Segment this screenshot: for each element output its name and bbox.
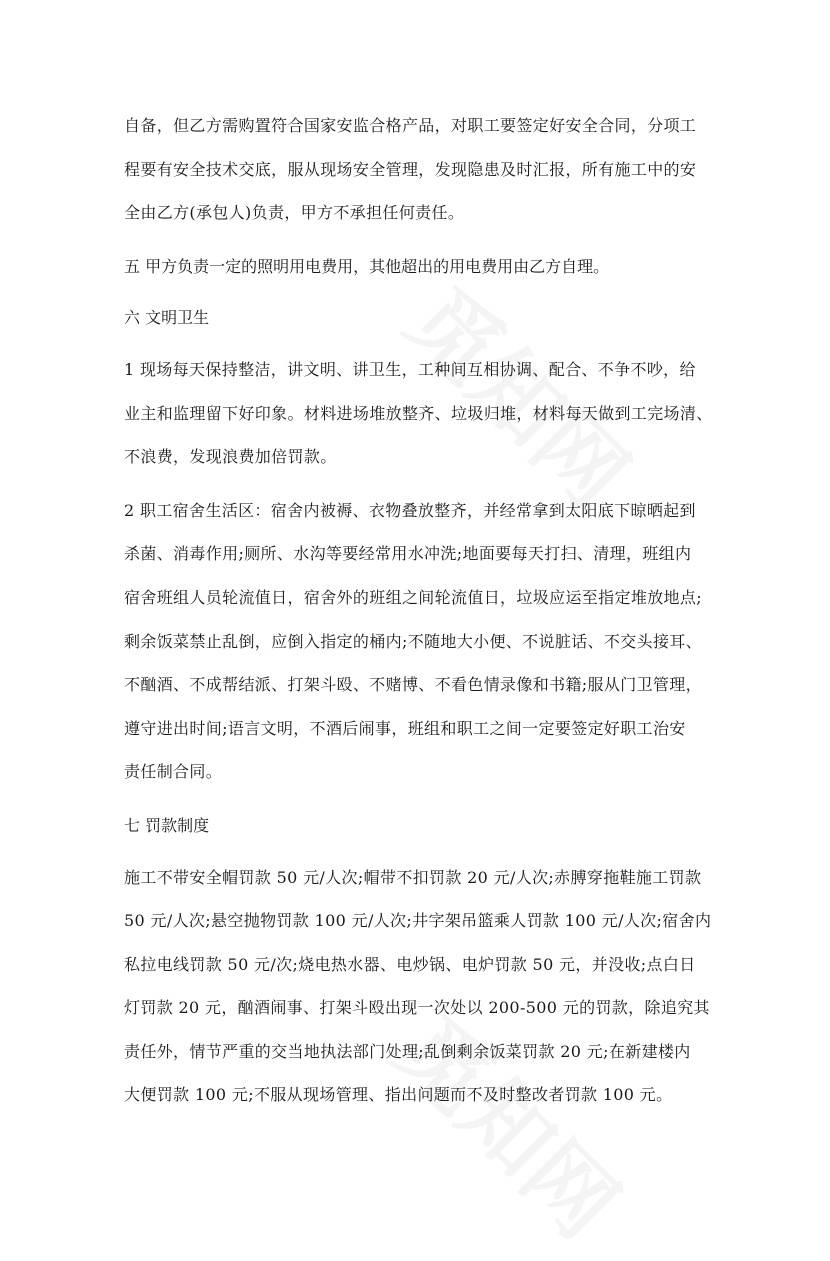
text-line: 灯罚款 20 元，酗酒闹事、打架斗殴出现一次处以 200-500 元的罚款，除追究其	[124, 998, 710, 1018]
text-line: 全由乙方(承包人)负责，甲方不承担任何责任。	[124, 203, 465, 223]
text-line: 宿舍班组人员轮流值日，宿舍外的班组之间轮流值日，垃圾应运至指定堆放地点;	[124, 587, 702, 607]
text-line: 遵守进出时间;语言文明，不酒后闹事，班组和职工之间一定要签定好职工治安	[124, 718, 686, 738]
text-line: 私拉电线罚款 50 元/次;烧电热水器、电炒锅、电炉罚款 50 元，并没收;点白日	[124, 954, 696, 974]
text-line: 责任外，情节严重的交当地执法部门处理;乱倒剩余饭菜罚款 20 元;在新建楼内	[124, 1041, 691, 1061]
text-line: 责任制合同。	[124, 762, 223, 782]
text-line: 业主和监理留下好印象。材料进场堆放整齐、垃圾归堆，材料每天做到工完场清、	[124, 403, 713, 423]
document-body	[124, 104, 713, 1127]
text-line: 大便罚款 100 元;不服从现场管理、指出问题而不及时整改者罚款 100 元。	[124, 1085, 673, 1105]
section-6-heading: 六 文明卫生	[124, 308, 210, 328]
paragraph-fines	[124, 856, 712, 1118]
text-line: 施工不带安全帽罚款 50 元/人次;帽带不扣罚款 20 元/人次;赤膊穿拖鞋施工罚款	[124, 867, 702, 887]
text-line: 杀菌、消毒作用;厕所、水沟等要经常用水冲洗;地面要每天打扫、清理，班组内	[124, 544, 692, 564]
item-6-1	[124, 348, 713, 479]
text-line: 50 元/人次;悬空抛物罚款 100 元/人次;井字架吊篮乘人罚款 100 元/人次;宿舍内	[124, 911, 712, 931]
text-line: 剩余饭菜禁止乱倒，应倒入指定的桶内;不随地大小便、不说脏话、不交头接耳、	[124, 631, 702, 651]
section-5-text: 五 甲方负责一定的照明用电费用，其他超出的用电费用由乙方自理。	[124, 256, 610, 276]
text-line: 不酗酒、不成帮结派、打架斗殴、不赌博、不看色情录像和书籍;服从门卫管理，	[124, 675, 702, 695]
text-line: 自备，但乙方需购置符合国家安监合格产品，对职工要签定好安全合同，分项工	[124, 116, 697, 135]
text-line: 2 职工宿舍生活区：宿舍内被褥、衣物叠放整齐，并经常拿到太阳底下晾晒起到	[124, 500, 696, 520]
section-7-heading: 七 罚款制度	[124, 815, 210, 835]
text-line: 1 现场每天保持整洁，讲文明、讲卫生，工种间互相协调、配合、不争不吵，给	[124, 359, 696, 379]
text-line: 程要有安全技术交底，服从现场安全管理，发现隐患及时汇报，所有施工中的安	[124, 159, 697, 179]
item-6-2	[124, 489, 708, 794]
text-line: 不浪费，发现浪费加倍罚款。	[124, 447, 337, 467]
paragraph-safety	[124, 104, 708, 235]
